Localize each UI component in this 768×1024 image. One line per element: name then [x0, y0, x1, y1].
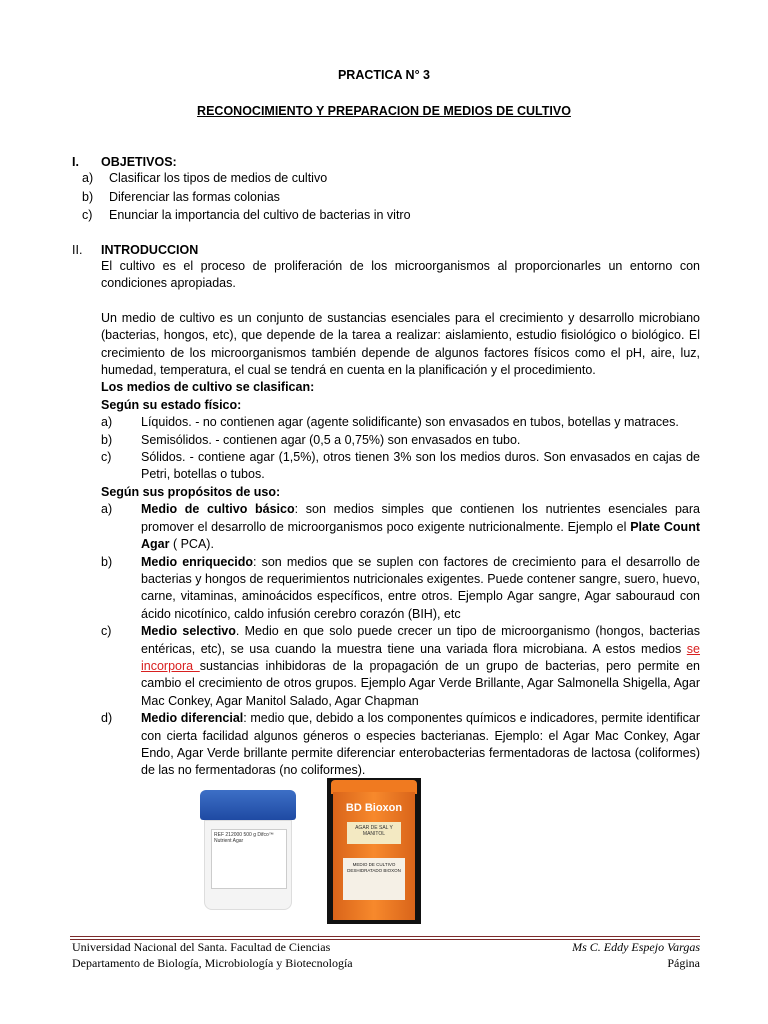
- footer-university: Universidad Nacional del Santa. Facultad de Ciencias: [72, 940, 331, 954]
- section-label: Según sus propósitos de uso:: [101, 484, 281, 499]
- can-brand: BD Bioxon: [345, 802, 403, 814]
- footer-row-2: [72, 956, 700, 971]
- list-item: b) Diferenciar las formas colonias: [82, 189, 280, 204]
- footer-author: Ms C. Eddy Espejo Vargas: [572, 940, 700, 954]
- can-label-secondary: MEDIO DE CULTIVO DESHIDRATADO BIOXON: [343, 858, 405, 900]
- page-subtitle: RECONOCIMIENTO Y PREPARACION DE MEDIOS DE CULTIVO: [197, 104, 571, 118]
- section-label: Según su estado físico:: [101, 397, 242, 412]
- introduccion-body: [101, 258, 700, 780]
- list-item: b) Medio enriquecido: son medios que se suplen con factores de crecimiento para el desarrollo de bacterias y hongos de requerimientos nutricionales exigentes. Puede contener sangre, suero, huevo, carne, vitaminas, aminoácidos específicos, entre otros. Ejemplo Agar sangre, Agar sabouraud con ácido nicotínico, caldo infusión cerebro corazón (BIH), etc: [101, 554, 700, 621]
- jar-label: REF 212000 500 g Difco™ Nutrient Agar: [211, 829, 287, 889]
- nutrient-agar-jar-image: [200, 790, 296, 910]
- list-item: a) Líquidos. - no contienen agar (agente solidificante) son envasados en tubos, botellas y matraces.: [101, 415, 679, 430]
- highlighted-text: se incorpora: [141, 641, 700, 673]
- footer-department: Departamento de Biología, Microbiología y Biotecnología: [72, 956, 353, 970]
- introduccion-title: INTRODUCCION: [101, 243, 199, 257]
- list-item: c) Medio selectivo. Medio en que solo puede crecer un tipo de microorganismo (hongos, bacterias entéricas, etc), se usa cuando la muestra tiene una variada flora microbiana. A estos medios se incorpora sustancias inhibidoras de la propagación de un grupo de bacterias, pero permite en cambio el crecimiento de otros grupos. Ejemplo Agar Verde Brillante, Agar Salmonella Shigella, Agar Mac Conkey, Agar Manitol Salado, Agar Chapman: [101, 624, 700, 708]
- footer-divider: [70, 936, 700, 937]
- objetivos-title: OBJETIVOS:: [101, 155, 177, 169]
- list-item: d) Medio diferencial: medio que, debido a los componentes químicos e indicadores, permite identificar con cierta facilidad algunos géneros o especies bacterianas. Ejemplo: el Agar Mac Conkey, Agar Endo, Agar Verde brillante permite diferenciar enterobacterias fermentadoras de lactosa (coliformes) de las no fermentadoras (no coliformes).: [101, 711, 700, 778]
- objetivos-numeral: I.: [72, 155, 79, 169]
- list-item: b) Semisólidos. - contienen agar (0,5 a 0,75%) son envasados en tubo.: [101, 432, 521, 447]
- propositos-list: [101, 501, 700, 780]
- list-item: a) Clasificar los tipos de medios de cultivo: [82, 171, 328, 185]
- can-label: AGAR DE SAL Y MANITOL: [347, 822, 401, 844]
- section-label: Los medios de cultivo se clasifican:: [101, 380, 315, 395]
- introduccion-heading: [72, 241, 700, 259]
- objetivos-list: [82, 169, 700, 225]
- estado-fisico-list: [101, 414, 700, 484]
- list-item: c) Enunciar la importancia del cultivo de bacterias in vitro: [82, 208, 411, 222]
- introduccion-numeral: II.: [72, 243, 83, 257]
- paragraph: Un medio de cultivo es un conjunto de sustancias esenciales para el crecimiento y desarrollo microbiano (bacterias, hongos, etc), que depende de la tarea a realizar: aislamiento, estudio fisiológico o biológico. El crecimiento de los microorganismos también depende de algunos factores físicos como el pH, aire, luz, humedad, temperatura, el cual se tendrá en cuenta en la planificación y el procedimiento.: [101, 310, 700, 378]
- jar-lid: [200, 790, 296, 820]
- footer-page-label: Página: [667, 956, 700, 970]
- paragraph: El cultivo es el proceso de proliferación de los microorganismos al proporcionarles un entorno con condiciones apropiadas.: [101, 259, 700, 291]
- footer-row-1: [72, 940, 700, 955]
- bioxon-can-image: [327, 778, 421, 924]
- page-title: PRACTICA N° 3: [337, 68, 431, 82]
- list-item: a) Medio de cultivo básico: son medios simples que contienen los nutrientes esenciales para promover el desarrollo de microorganismos poco exigente nutricionalmente. Ejemplo el Plate Count Agar ( PCA).: [101, 502, 700, 552]
- list-item: c) Sólidos. - contiene agar (1,5%), otros tienen 3% son los medios duros. Son envasados en cajas de Petri, botellas o tubos.: [101, 450, 700, 482]
